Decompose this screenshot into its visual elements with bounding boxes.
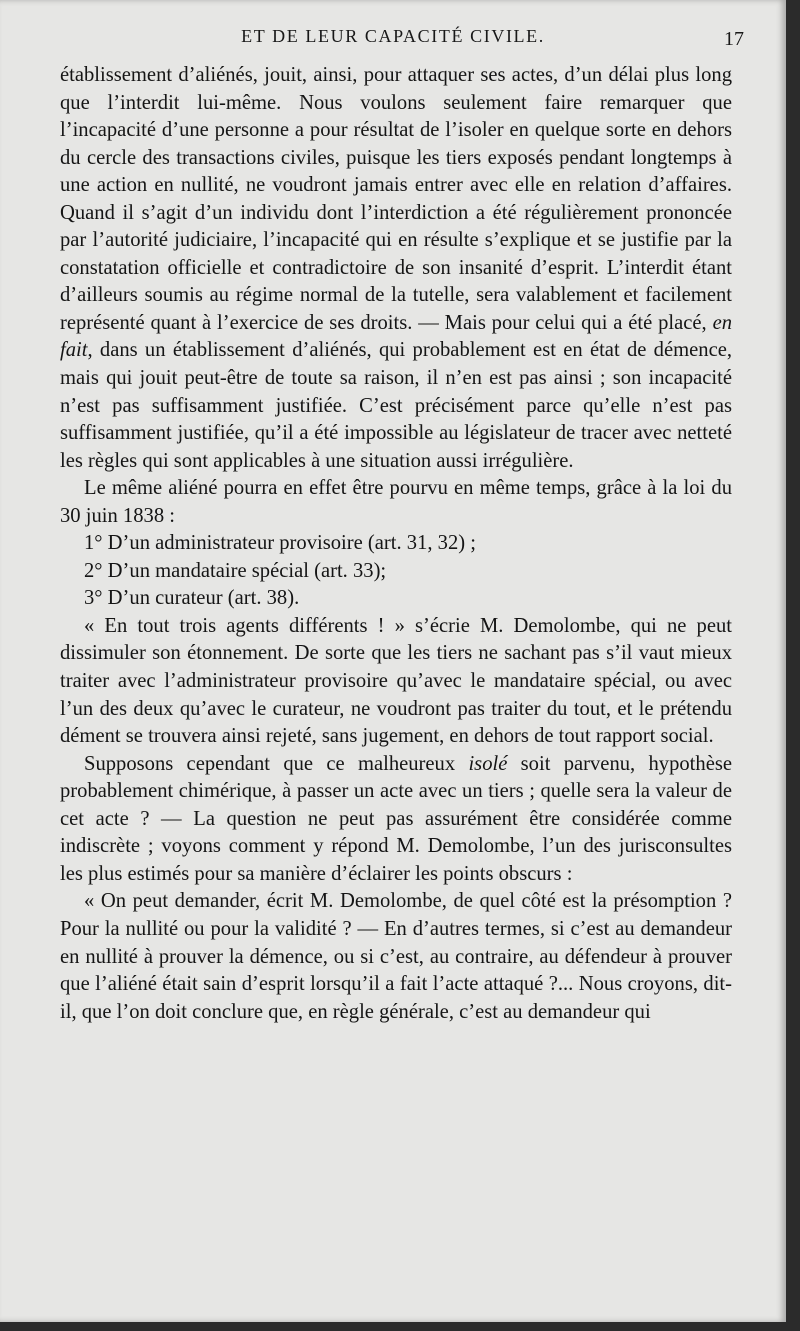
- page-number: 17: [724, 28, 744, 50]
- paragraph-5: « On peut demander, écrit M. Demolombe, de quel côté est la présomption ? Pour la nullité ou pour la validité ? — En d’autres termes, si c’est au demandeur en nullité à prouver la démence, ou si c’est, au contraire, au défendeur à prouver que l’aliéné était sain d’esprit lorsqu’il a fait l’acte attaqué ?... Nous croyons, dit-il, que l’on doit conclure que, en règle générale, c’est au demandeur qui: [60, 890, 732, 1023]
- paragraph-1-tail: , dans un établissement d’aliénés, qui probablement est en état de démence, mais qui jouit peut-être de toute sa raison, il n’en est pas ainsi ; son incapacité n’est pas suffisamment justifiée. C’est précisément parce qu’elle n’est pas suffisamment justifiée, qu’il a été impossible au législateur de tracer avec netteté les règles qui sont applicables à une situation aussi irrégulière.: [60, 339, 732, 472]
- paragraph-1-emphasis: en fait: [60, 311, 732, 362]
- paragraph-4: [60, 751, 732, 889]
- running-head: [60, 26, 744, 50]
- paragraph-3: « En tout trois agents différents ! » s’écrie M. Demolombe, qui ne peut dissimuler son étonnement. De sorte que les tiers ne sachant pas s’il vaut mieux traiter avec l’administrateur provisoire qu’avec le mandataire spécial, ou avec l’un des deux qu’avec le curateur, ne voudront pas traiter du tout, et le prétendu dément se trouvera ainsi rejeté, sans jugement, en dehors de tout rapport social.: [60, 614, 732, 748]
- list-item-1: 1° D’un administrateur provisoire (art. 31, 32) ;: [84, 532, 476, 555]
- paragraph-2: Le même aliéné pourra en effet être pourvu en même temps, grâce à la loi du 30 juin 1838 :: [60, 477, 732, 527]
- paragraph-4-emphasis: isolé: [468, 752, 508, 775]
- paragraph-1: [60, 62, 732, 475]
- list-item-3: 3° D’un curateur (art. 38).: [84, 587, 300, 610]
- paragraph-4-tail: soit parvenu, hypothèse probablement chimérique, à passer un acte avec un tiers ; quelle sera la valeur de cet acte ? — La question ne peut pas assurément être considérée comme indiscrète ; voyons comment y répond M. Demolombe, l’un des jurisconsultes les plus estimés pour sa manière d’éclairer les points obscurs :: [60, 752, 732, 885]
- list-item-2: 2° D’un mandataire spécial (art. 33);: [84, 559, 387, 582]
- paragraph-1-text: établissement d’aliénés, jouit, ainsi, pour attaquer ses actes, d’un délai plus long que l’interdit lui-même. Nous voulons seulement faire remarquer que l’incapacité d’une personne a pour résultat de l’isoler en quelque sorte en dehors du cercle des transactions civiles, puisque les tiers exposés pendant longtemps à une action en nullité, ne voudront jamais entrer avec elle en relation d’affaires. Quand il s’agit d’un individu dont l’interdiction a été régulièrement prononcée par l’autorité judiciaire, l’incapacité qui en résulte s’explique et se justifie par la constatation officielle et contradictoire de son insanité d’esprit. L’interdit étant d’ailleurs soumis au régime normal de la tutelle, sera valablement et facilement représenté quant à l’exercice de ses droits. — Mais pour celui qui a été placé,: [60, 64, 732, 334]
- body-text: [60, 62, 732, 1026]
- running-title: ET DE LEUR CAPACITÉ CIVILE.: [241, 26, 545, 46]
- paragraph-4-text: Supposons cependant que ce malheureux: [84, 752, 469, 775]
